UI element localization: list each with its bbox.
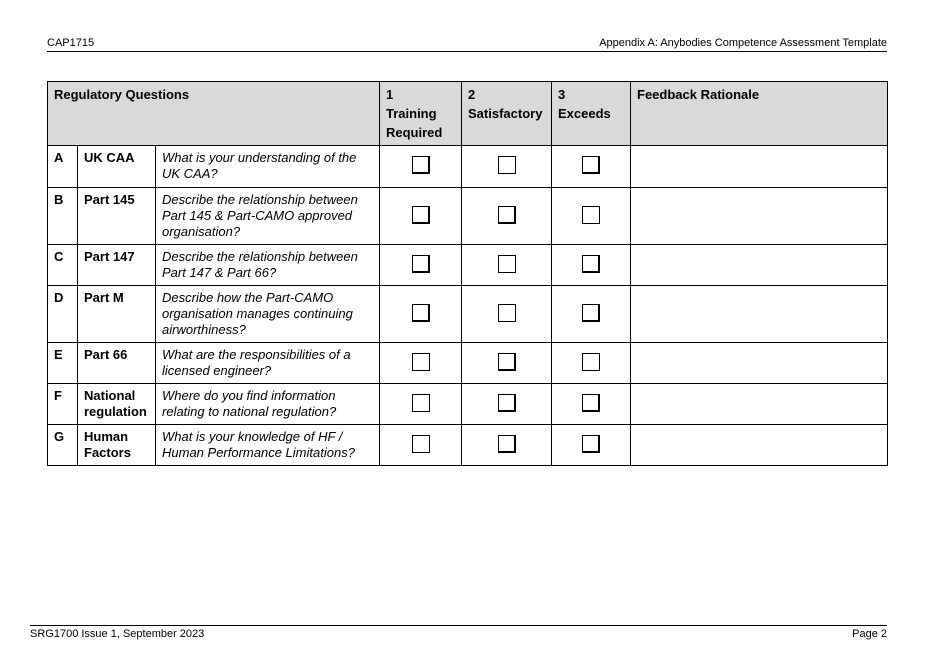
satisfactory-checkbox[interactable] [498,353,516,371]
row-topic: Part 145 [78,188,156,245]
satisfactory-checkbox[interactable] [498,394,516,412]
training-required-checkbox[interactable] [412,394,430,412]
header-satisfactory [462,82,552,146]
satisfactory-cell [462,384,552,425]
header-title: Appendix A: Anybodies Competence Assessment Template [599,37,887,49]
table-row [48,343,888,384]
row-topic: National regulation [78,384,156,425]
satisfactory-cell [462,188,552,245]
row-question: Describe the relationship between Part 145 & Part-CAMO approved organisation? [156,188,380,245]
table-row [48,425,888,466]
exceeds-cell [552,286,631,343]
satisfactory-cell [462,286,552,343]
feedback-rationale-cell[interactable] [631,425,888,466]
assessment-table [47,81,888,466]
satisfactory-cell [462,343,552,384]
exceeds-cell [552,343,631,384]
table-row [48,286,888,343]
exceeds-checkbox[interactable] [582,206,600,224]
header-col2-label: Satisfactory [468,106,543,121]
row-topic: Part M [78,286,156,343]
row-letter: E [48,343,78,384]
training-required-checkbox[interactable] [412,353,430,371]
row-letter: C [48,245,78,286]
exceeds-cell [552,425,631,466]
row-question: What are the responsibilities of a licensed engineer? [156,343,380,384]
row-question: Describe the relationship between Part 147 & Part 66? [156,245,380,286]
exceeds-cell [552,146,631,188]
satisfactory-cell [462,425,552,466]
satisfactory-checkbox[interactable] [498,206,516,224]
training-required-checkbox[interactable] [412,206,430,224]
feedback-rationale-cell[interactable] [631,384,888,425]
exceeds-cell [552,245,631,286]
feedback-rationale-cell[interactable] [631,286,888,343]
header-col1-label: Training [386,106,437,121]
row-topic: UK CAA [78,146,156,188]
feedback-rationale-cell[interactable] [631,245,888,286]
training-required-cell [380,343,462,384]
doc-id: CAP1715 [47,37,95,49]
row-topic: Part 147 [78,245,156,286]
exceeds-cell [552,188,631,245]
header-regulatory-questions: Regulatory Questions [48,82,380,146]
exceeds-checkbox[interactable] [582,255,600,273]
training-required-cell [380,188,462,245]
header-training-required [380,82,462,146]
row-question: Describe how the Part-CAMO organisation manages continuing airworthiness? [156,286,380,343]
exceeds-checkbox[interactable] [582,353,600,371]
row-letter: F [48,384,78,425]
table-row [48,245,888,286]
exceeds-checkbox[interactable] [582,435,600,453]
table-row [48,188,888,245]
exceeds-checkbox[interactable] [582,394,600,412]
row-question: What is your understanding of the UK CAA? [156,146,380,188]
header-feedback-rationale: Feedback Rationale [631,82,888,146]
feedback-rationale-cell[interactable] [631,146,888,188]
header-col3-label: Exceeds [558,106,611,121]
row-question: What is your knowledge of HF / Human Performance Limitations? [156,425,380,466]
page-footer [30,625,887,642]
training-required-cell [380,425,462,466]
table-header-row [48,82,888,146]
feedback-rationale-cell[interactable] [631,343,888,384]
training-required-checkbox[interactable] [412,255,430,273]
training-required-cell [380,384,462,425]
issue-info: SRG1700 Issue 1, September 2023 [30,628,205,640]
header-col2-number: 2 [468,87,476,102]
exceeds-checkbox[interactable] [582,156,600,174]
training-required-checkbox[interactable] [412,156,430,174]
row-question: Where do you find information relating to national regulation? [156,384,380,425]
header-exceeds [552,82,631,146]
training-required-cell [380,286,462,343]
training-required-cell [380,245,462,286]
row-letter: D [48,286,78,343]
header-col1-number: 1 [386,87,394,102]
table-row [48,384,888,425]
training-required-checkbox[interactable] [412,435,430,453]
satisfactory-cell [462,146,552,188]
row-letter: B [48,188,78,245]
exceeds-checkbox[interactable] [582,304,600,322]
exceeds-cell [552,384,631,425]
page-header [47,37,887,52]
training-required-cell [380,146,462,188]
satisfactory-checkbox[interactable] [498,255,516,273]
row-topic: Part 66 [78,343,156,384]
satisfactory-checkbox[interactable] [498,304,516,322]
row-letter: A [48,146,78,188]
satisfactory-cell [462,245,552,286]
training-required-checkbox[interactable] [412,304,430,322]
table-row [48,146,888,188]
feedback-rationale-cell[interactable] [631,188,888,245]
row-topic: Human Factors [78,425,156,466]
satisfactory-checkbox[interactable] [498,435,516,453]
header-col1-label2: Required [386,125,443,140]
satisfactory-checkbox[interactable] [498,156,516,174]
page-number: Page 2 [852,628,887,640]
row-letter: G [48,425,78,466]
header-col3-number: 3 [558,87,566,102]
